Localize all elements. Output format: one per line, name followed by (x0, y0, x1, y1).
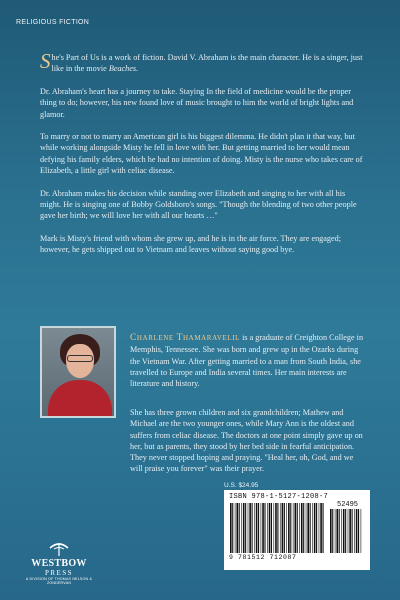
price-label: U.S. $24.95 (224, 482, 259, 489)
back-cover-blurb (40, 49, 363, 267)
author-bio-family: She has three grown children and six grandchildren; Mathew and Michael are the two younger ones, while Mary Ann is the oldest and suffers from celiac disease. The doctors at one point simply gave up on her, but as parents, they stood by her bed side in fearful anticipation. They never stopped hoping and praying. "Heal her, oh, God, and we will praise you forever" was their prayer. (130, 408, 363, 474)
blurb-paragraph-1: She's Part of Us is a work of fiction. David V. Abraham is the main character. He is a singer, just like in the movie Beaches. (40, 49, 363, 74)
isbn-text: ISBN 978-1-5127-1208-7 (229, 493, 329, 501)
blurb-paragraph-4: Dr. Abraham makes his decision while standing over Elizabeth and singing to her with all his might. He is singing one of Bobby Goldsboro's songs. "Though the blending of two other people gave her birth; we will love her with all our hearts …" (40, 188, 357, 221)
barcode-addon-number: 52495 (337, 501, 359, 509)
publisher-press: PRESS (44, 569, 74, 577)
drop-cap: S (40, 49, 51, 73)
author-bio: Charlene Thamaravelil is a graduate of Creighton College in Memphis, Tennessee. She was born and grew up in the Ozarks during the Vietnam War. After getting married to a man from South India, she travelled to Europe and India several times. Her main interests are literature and history. (130, 333, 364, 389)
barcode-number: 9 781512 712087 (229, 554, 297, 561)
isbn-barcode (224, 490, 370, 570)
blurb-paragraph-2: Dr. Abraham's heart has a journey to take. Staying In the field of medicine would be the proper thing to do; however, his new found love of music brought to him the world of bright lights and glamor. (40, 86, 354, 119)
blurb-paragraph-5: Mark is Misty's friend with whom she grew up, and he is in the air force. They are engaged; however, he gets shipped out to Vietnam and leaves without saying good bye. (40, 233, 341, 255)
blurb-paragraph-3: To marry or not to marry an American girl is his biggest dilemma. He didn't plan it that way, but while working alongside Misty he fell in love with her. But getting married to her would mean defying his family elders, which he had no intention of doing. Misty is the nurse who takes care of Elizabeth, a little girl with celiac disease. (40, 132, 363, 176)
publisher-logo (18, 540, 100, 585)
bow-icon (48, 540, 70, 558)
barcode-bars (229, 503, 325, 553)
movie-title: Beaches. (108, 64, 139, 74)
barcode-addon-bars (329, 509, 363, 553)
publisher-name: WESTBOW (31, 558, 87, 569)
author-name: Charlene Thamaravelil (130, 333, 241, 343)
author-photo (40, 326, 116, 418)
publisher-tagline: A DIVISION OF THOMAS NELSON & ZONDERVAN (25, 577, 93, 585)
genre-label: RELIGIOUS FICTION (16, 19, 90, 26)
